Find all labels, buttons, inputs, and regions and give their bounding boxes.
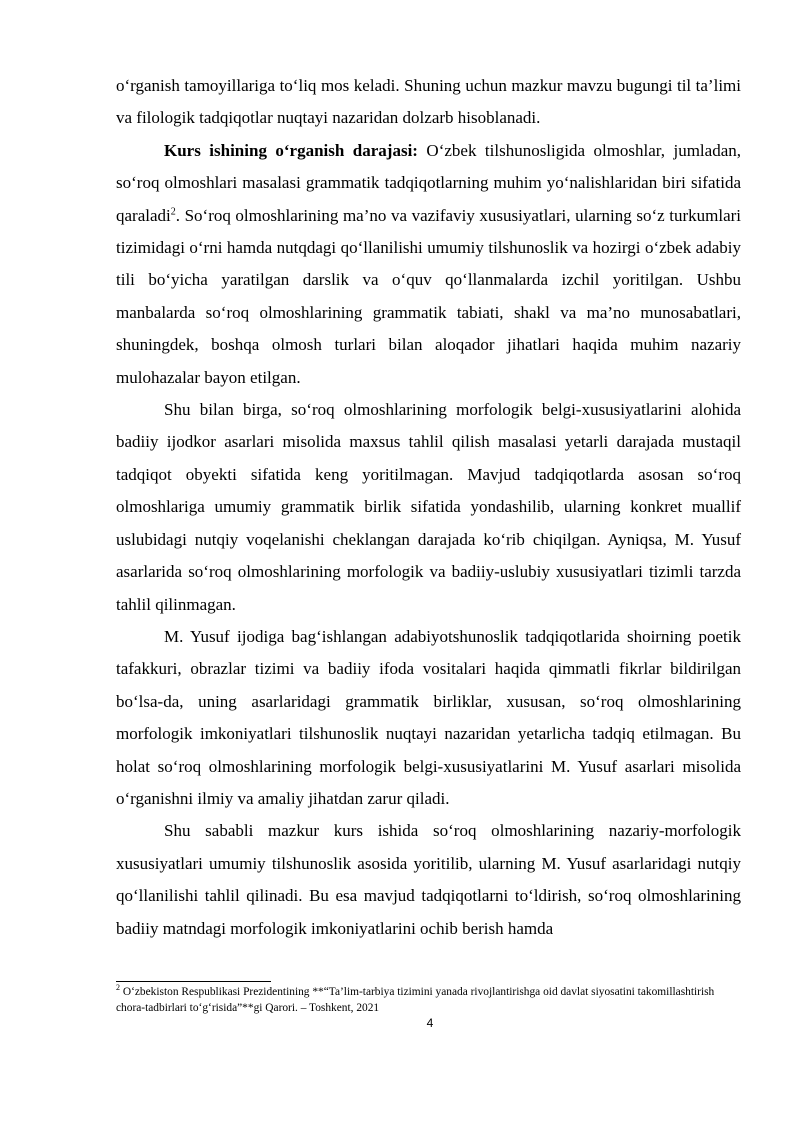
- page-number: 4: [426, 1016, 434, 1030]
- paragraph-5: Shu sababli mazkur kurs ishida so‘roq olmoshlarining nazariy-morfologik xususiyatlari umumiy tilshunoslik asosida yoritilib, ularning M. Yusuf asarlaridagi nutqiy qo‘llanilishi tahlil qilinadi. Bu esa mavjud tadqiqotlarni to‘ldirish, so‘roq olmoshlarining badiiy matndagi morfologik imkoniyatlarini ochib berish hamda: [116, 821, 741, 938]
- paragraph-2-text-a: O‘zbek tilshunosligida olmoshlar, jumladan, so‘roq olmoshlari masalasi grammatik tadqiqotlarning muhim yo‘nalishlaridan biri sifatida qaraladi: [116, 140, 741, 225]
- footnote-text: O‘zbekiston Respublikasi Prezidentining **“Ta’lim-tarbiya tizimini yanada rivojlantirishga oid davlat siyosatini takomillashtirish chora-tadbirlari to‘g‘risida”**gi Qarori. – Toshkent, 2021: [116, 986, 715, 1014]
- paragraph-4: M. Yusuf ijodiga bag‘ishlangan adabiyotshunoslik tadqiqotlarida shoirning poetik tafakkuri, obrazlar tizimi va badiiy ifoda vositalari haqida qimmatli fikrlar bildirilgan bo‘lsa-da, uning asarlaridagi grammatik birliklar, xususan, so‘roq olmoshlarining morfologik imkoniyatlari tilshunoslik nuqtayi nazaridan yetarlicha tadqiq etilmagan. Bu holat so‘roq olmoshlarining morfologik belgi-xususiyatlarini M. Yusuf asarlari misolida o‘rganishni ilmiy va amaliy jihatdan zarur qiladi.: [116, 626, 741, 808]
- footnote-separator: [116, 981, 271, 982]
- footnote-reference[interactable]: 2: [170, 205, 176, 217]
- footnote: [116, 984, 746, 1016]
- body-text: [116, 70, 741, 945]
- paragraph-2: [116, 135, 741, 394]
- footnote-number: 2: [116, 983, 120, 993]
- paragraph-2-text-b: . So‘roq olmoshlarining ma’no va vazifaviy xususiyatlari, ularning so‘z turkumlari tizimidagi o‘rni hamda nutqdagi qo‘llanilishi umumiy tilshunoslik va hozirgi o‘zbek adabiy tili bo‘yicha yaratilgan darslik va o‘quv qo‘llanmalarda izchil yoritilgan. Ushbu manbalarda so‘roq olmoshlarining grammatik tabiati, shakl va ma’no munosabatlari, shuningdek, boshqa olmosh turlari bilan aloqador jihatlari haqida muhim nazariy mulohazalar bayon etilgan.: [116, 205, 741, 387]
- paragraph-3: Shu bilan birga, so‘roq olmoshlarining morfologik belgi-xususiyatlarini alohida badiiy ijodkor asarlari misolida maxsus tahlil qilish masalasi yetarli darajada mustaqil tadqiqot obyekti sifatida keng yoritilmagan. Mavjud tadqiqotlarda asosan so‘roq olmoshlariga umumiy grammatik birlik sifatida yondashilib, ularning konkret muallif uslubidagi nutqiy voqelanishi cheklangan darajada ko‘rib chiqilgan. Ayniqsa, M. Yusuf asarlarida so‘roq olmoshlarining morfologik va badiiy-uslubiy xususiyatlari tizimli tarzda tahlil qilinmagan.: [116, 400, 741, 614]
- section-heading: Kurs ishining o‘rganish darajasi:: [164, 140, 418, 160]
- paragraph-1: o‘rganish tamoyillariga to‘liq mos keladi. Shuning uchun mazkur mavzu bugungi til ta’limi va filologik tadqiqotlar nuqtayi nazaridan dolzarb hisoblanadi.: [116, 76, 741, 128]
